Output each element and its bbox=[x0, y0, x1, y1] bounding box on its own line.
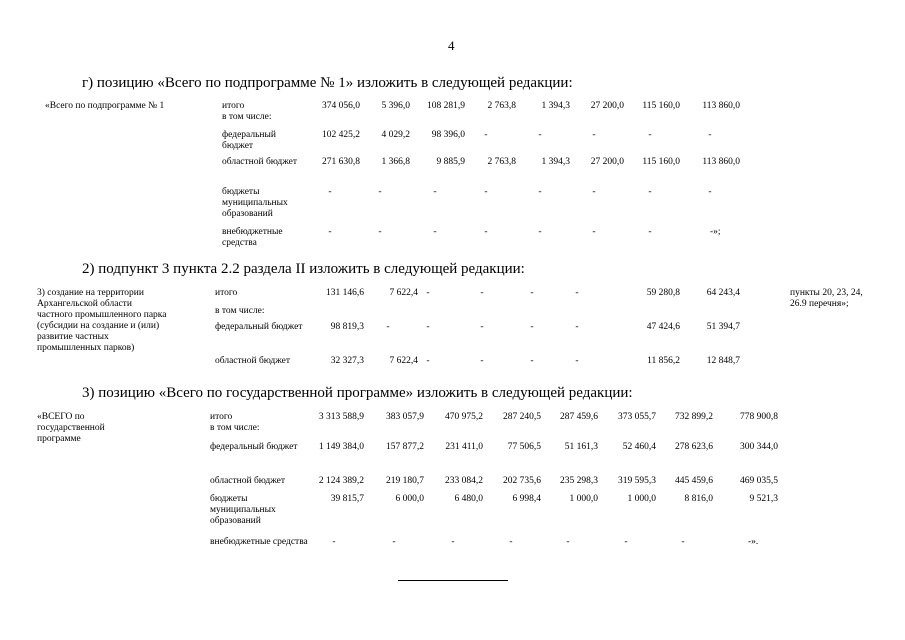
t3-funding-source: бюджеты муниципальных образований bbox=[210, 494, 276, 526]
t1-cell: 113 860,0 bbox=[702, 157, 740, 167]
t3-cell: 2 124 389,2 bbox=[318, 476, 364, 486]
t1-row-label: «Всего по подпрограмме № 1 bbox=[45, 101, 165, 111]
t1-cell: - bbox=[433, 187, 437, 197]
t1-cell: - bbox=[538, 187, 542, 197]
t1-cell: - bbox=[648, 130, 652, 140]
t2-cell: - bbox=[426, 322, 430, 332]
t1-cell: 115 160,0 bbox=[642, 157, 680, 167]
heading-state-program: 3) позицию «Всего по государственной программе» изложить в следующей редакции: bbox=[82, 385, 633, 401]
t3-cell: 235 298,3 bbox=[560, 476, 598, 486]
t1-funding-source: бюджеты муниципальных образований bbox=[222, 187, 288, 219]
t1-cell: 102 425,2 bbox=[322, 130, 360, 140]
t1-cell: 5 396,0 bbox=[381, 101, 410, 111]
t3-row-label: «ВСЕГО по государственной программе bbox=[37, 412, 105, 444]
t2-cell: 11 856,2 bbox=[647, 356, 680, 366]
t2-cell: - bbox=[530, 356, 534, 366]
t1-cell: 1 394,3 bbox=[541, 101, 570, 111]
t3-cell: 319 595,3 bbox=[618, 476, 656, 486]
t1-cell: 2 763,8 bbox=[487, 101, 516, 111]
t3-cell: 231 411,0 bbox=[445, 442, 483, 452]
t3-cell: 287 240,5 bbox=[503, 412, 541, 422]
t1-cell: 108 281,9 bbox=[427, 101, 465, 111]
t3-cell: 233 084,2 bbox=[445, 476, 483, 486]
t3-cell: 1 000,0 bbox=[627, 494, 656, 504]
t1-funding-source: федеральный бюджет bbox=[222, 130, 276, 151]
t1-cell: - bbox=[708, 130, 712, 140]
t2-cell: 131 146,6 bbox=[326, 288, 364, 298]
t3-cell: 157 877,2 bbox=[386, 442, 424, 452]
t1-cell: - bbox=[378, 227, 382, 237]
t2-funding-source: в том числе: bbox=[215, 306, 265, 316]
t3-cell: - bbox=[566, 537, 570, 547]
t3-cell: 287 459,6 bbox=[560, 412, 598, 422]
t3-cell: 300 344,0 bbox=[740, 442, 778, 452]
t3-cell: 1 149 384,0 bbox=[318, 442, 364, 452]
t2-cell: 59 280,8 bbox=[646, 288, 680, 298]
t1-cell: - bbox=[592, 227, 596, 237]
t3-cell: - bbox=[509, 537, 513, 547]
t2-cell: 7 622,4 bbox=[389, 356, 418, 366]
t3-cell: 52 460,4 bbox=[622, 442, 656, 452]
t3-cell: 278 623,6 bbox=[675, 442, 713, 452]
t1-cell: - bbox=[538, 130, 542, 140]
t1-cell: - bbox=[378, 187, 382, 197]
t3-funding-source: внебюджетные средства bbox=[210, 537, 308, 547]
t1-funding-source: областной бюджет bbox=[222, 157, 298, 167]
t2-cell: - bbox=[480, 288, 484, 298]
t1-cell: 98 396,0 bbox=[431, 130, 465, 140]
t2-cell: - bbox=[530, 288, 534, 298]
t1-cell: 271 630,8 bbox=[322, 157, 360, 167]
t2-row-label: 3) создание на территории Архангельской области частного промышленного парка (субсидии на создание и (или) развитие частных промышленных парков) bbox=[37, 288, 167, 353]
t3-cell: - bbox=[681, 537, 685, 547]
t1-cell: - bbox=[592, 187, 596, 197]
t3-cell: 445 459,6 bbox=[675, 476, 713, 486]
t2-cell: 64 243,4 bbox=[706, 288, 740, 298]
t2-cell: - bbox=[575, 288, 579, 298]
t3-cell: - bbox=[332, 537, 336, 547]
t1-cell: - bbox=[592, 130, 596, 140]
t1-cell: 27 200,0 bbox=[590, 157, 624, 167]
t2-cell: 12 848,7 bbox=[706, 356, 740, 366]
t3-cell: -». bbox=[748, 537, 759, 547]
t2-cell: - bbox=[426, 288, 430, 298]
heading-subpoint-3: 2) подпункт 3 пункта 2.2 раздела II изложить в следующей редакции: bbox=[82, 261, 525, 277]
t1-cell: 115 160,0 bbox=[642, 101, 680, 111]
t2-cell: 32 327,3 bbox=[330, 356, 364, 366]
t3-cell: 6 000,0 bbox=[395, 494, 424, 504]
t2-cell: 51 394,7 bbox=[706, 322, 740, 332]
t1-cell: - bbox=[433, 227, 437, 237]
t1-funding-source: итого в том числе: bbox=[222, 101, 272, 122]
t2-cell: 47 424,6 bbox=[646, 322, 680, 332]
t1-cell: - bbox=[648, 187, 652, 197]
t1-cell: - bbox=[484, 227, 488, 237]
t1-cell: - bbox=[538, 227, 542, 237]
t1-cell: - bbox=[648, 227, 652, 237]
t3-cell: 6 998,4 bbox=[512, 494, 541, 504]
t3-cell: 77 506,5 bbox=[507, 442, 541, 452]
t1-cell: 2 763,8 bbox=[487, 157, 516, 167]
t2-cell: - bbox=[480, 322, 484, 332]
t2-cell: - bbox=[426, 356, 430, 366]
t1-cell: - bbox=[708, 187, 712, 197]
t1-cell: 1 366,8 bbox=[381, 157, 410, 167]
t3-funding-source: областной бюджет bbox=[210, 476, 286, 486]
t3-cell: 469 035,5 bbox=[740, 476, 778, 486]
footer-rule bbox=[398, 580, 508, 581]
t2-cell: - bbox=[575, 356, 579, 366]
t3-cell: 1 000,0 bbox=[569, 494, 598, 504]
t1-cell: -»; bbox=[710, 227, 721, 237]
t3-cell: 8 816,0 bbox=[684, 494, 713, 504]
t1-funding-source: внебюджетные средства bbox=[222, 227, 283, 248]
t2-funding-source: федеральный бюджет bbox=[215, 322, 303, 332]
t1-cell: 27 200,0 bbox=[590, 101, 624, 111]
t2-cell: - bbox=[480, 356, 484, 366]
t1-cell: - bbox=[484, 130, 488, 140]
t3-cell: 219 180,7 bbox=[386, 476, 424, 486]
t3-cell: 39 815,7 bbox=[330, 494, 364, 504]
t1-cell: 1 394,3 bbox=[541, 157, 570, 167]
t3-cell: 9 521,3 bbox=[749, 494, 778, 504]
t3-cell: 51 161,3 bbox=[564, 442, 598, 452]
t3-cell: 373 055,7 bbox=[618, 412, 656, 422]
t2-funding-source: областной бюджет bbox=[215, 356, 291, 366]
t3-cell: 3 313 588,9 bbox=[318, 412, 364, 422]
t1-cell: 374 056,0 bbox=[322, 101, 360, 111]
heading-subprogram-1: г) позицию «Всего по подпрограмме № 1» изложить в следующей редакции: bbox=[82, 75, 573, 91]
t3-cell: 202 735,6 bbox=[503, 476, 541, 486]
t3-cell: - bbox=[624, 537, 628, 547]
page-number: 4 bbox=[448, 38, 455, 53]
t1-cell: 113 860,0 bbox=[702, 101, 740, 111]
t1-cell: - bbox=[328, 227, 332, 237]
t1-cell: 4 029,2 bbox=[381, 130, 410, 140]
t3-cell: 778 900,8 bbox=[740, 412, 778, 422]
t3-cell: 470 975,2 bbox=[445, 412, 483, 422]
t3-funding-source: итого в том числе: bbox=[210, 412, 260, 433]
t3-cell: - bbox=[392, 537, 396, 547]
t3-cell: 6 480,0 bbox=[454, 494, 483, 504]
t2-funding-source: итого bbox=[215, 288, 238, 298]
t2-note: пункты 20, 23, 24, 26.9 перечня»; bbox=[790, 288, 863, 309]
t2-cell: - bbox=[530, 322, 534, 332]
t2-cell: - bbox=[386, 322, 390, 332]
t2-cell: - bbox=[575, 322, 579, 332]
t3-cell: 732 899,2 bbox=[675, 412, 713, 422]
t1-cell: - bbox=[484, 187, 488, 197]
t2-cell: 98 819,3 bbox=[330, 322, 364, 332]
t3-cell: 383 057,9 bbox=[386, 412, 424, 422]
t3-funding-source: федеральный бюджет bbox=[210, 442, 298, 452]
t1-cell: - bbox=[328, 187, 332, 197]
t3-cell: - bbox=[451, 537, 455, 547]
t2-cell: 7 622,4 bbox=[389, 288, 418, 298]
t1-cell: 9 885,9 bbox=[436, 157, 465, 167]
